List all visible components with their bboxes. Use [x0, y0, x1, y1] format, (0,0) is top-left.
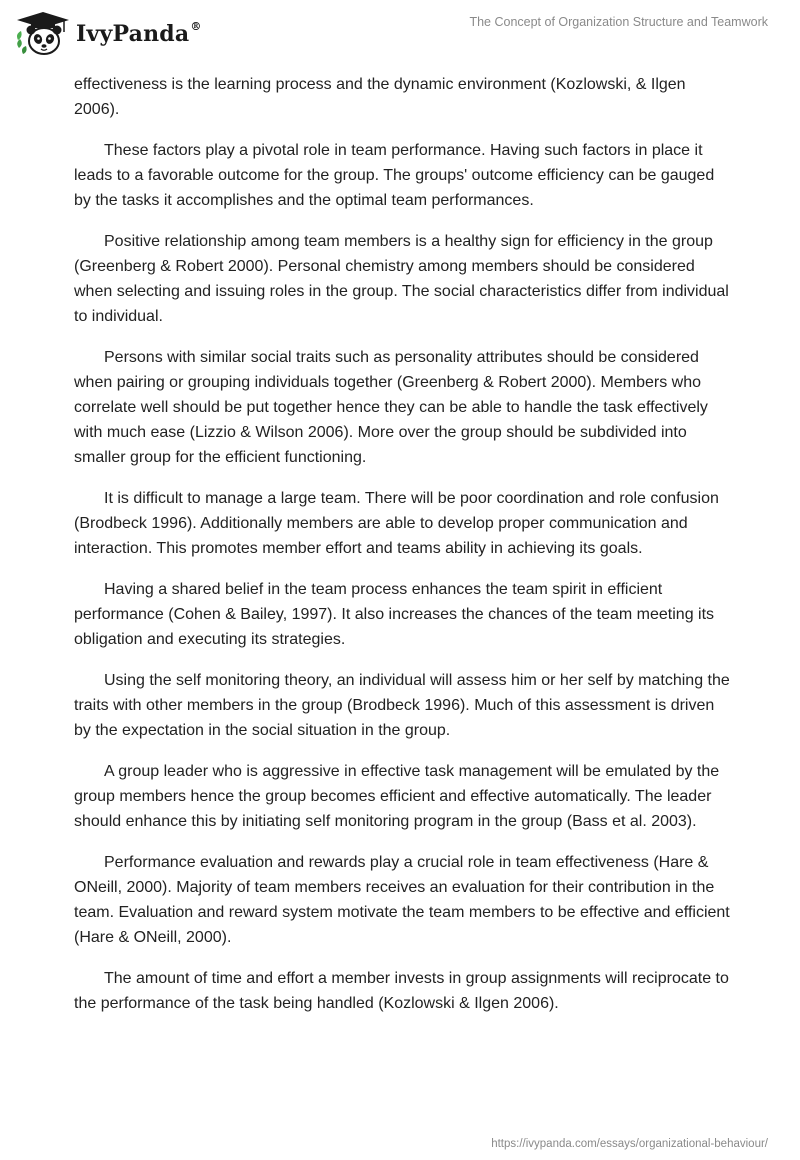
paragraph: The amount of time and effort a member invests in group assignments will reciprocate to the performance of the task being handled (Kozlowski & Ilgen 2006). [74, 970, 729, 1012]
ivypanda-logo[interactable] [14, 10, 202, 56]
panda-graduate-icon [14, 10, 72, 56]
brand-name: IvyPanda® [76, 19, 202, 47]
paragraph: Persons with similar social traits such as personality attributes should be considered when pairing or grouping individuals together (Greenberg & Robert 2000). Members who correlate well should be put together hence they can be able to handle the task effectively with much ease (Lizzio & Wilson 2006). More over the group should be subdivided into smaller group for the efficient functioning. [74, 349, 708, 466]
page-header [0, 0, 800, 66]
paragraph: effectiveness is the learning process and the dynamic environment (Kozlowski, & Ilgen 2006). [74, 76, 686, 118]
document-title: The Concept of Organization Structure and Teamwork [469, 15, 768, 29]
paragraph: It is difficult to manage a large team. There will be poor coordination and role confusion (Brodbeck 1996). Additionally members are able to develop proper communication and interaction. This promotes member effort and teams ability in achieving its goals. [74, 490, 719, 557]
source-url[interactable]: https://ivypanda.com/essays/organizational-behaviour/ [491, 1138, 768, 1150]
paragraph: Performance evaluation and rewards play a crucial role in team effectiveness (Hare & ONeill, 2000). Majority of team members receives an evaluation for their contribution in the team. Evaluation and reward system motivate the team members to be effective and efficient (Hare & ONeill, 2000). [74, 854, 730, 946]
paragraph: A group leader who is aggressive in effective task management will be emulated by the group members hence the group becomes efficient and effective automatically. The leader should enhance this by initiating self monitoring program in the group (Bass et al. 2003). [74, 763, 720, 830]
paragraph: Having a shared belief in the team process enhances the team spirit in efficient performance (Cohen & Bailey, 1997). It also increases the chances of the team meeting its obligation and executing its strategies. [74, 581, 715, 648]
essay-body [74, 72, 734, 1032]
paragraph: Positive relationship among team members is a healthy sign for efficiency in the group (Greenberg & Robert 2000). Personal chemistry among members should be considered when selecting and issuing roles in the group. The social characteristics differ from individual to individual. [74, 233, 729, 325]
paragraph: These factors play a pivotal role in team performance. Having such factors in place it leads to a favorable outcome for the group. The groups' outcome efficiency can be gauged by the tasks it accomplishes and the optimal team performances. [74, 142, 715, 209]
paragraph: Using the self monitoring theory, an individual will assess him or her self by matching the traits with other members in the group (Brodbeck 1996). Much of this assessment is driven by the expectation in the social situation in the group. [74, 672, 730, 739]
